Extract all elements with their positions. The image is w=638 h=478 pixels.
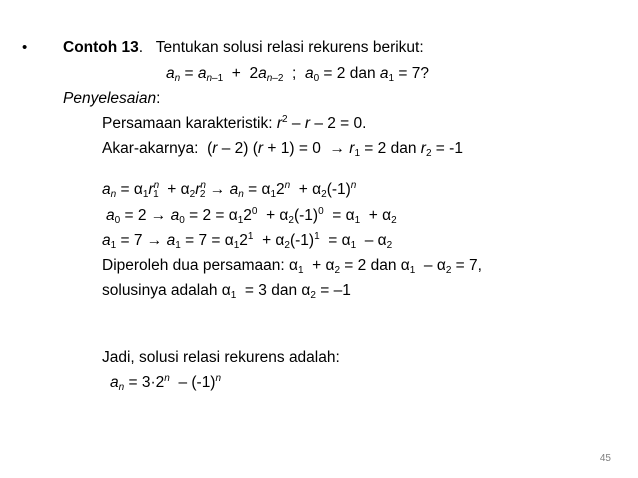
system-of-equations: Diperoleh dua persamaan: $\alpha_1 + \alpha_2 = 2$ dan $\alpha_1 - \alpha_2 = 7$, xyxy=(102,257,482,276)
example-label: Contoh 13 xyxy=(63,39,139,56)
initial-condition-a0: $a_0 = 2 \to a_0 = 2 = \alpha_12^0 + \alpha_2(-1)^0 = \alpha_1 + \alpha_2$ xyxy=(106,206,397,226)
example-heading: Contoh 13. Tentukan solusi relasi rekurens berikut: xyxy=(63,39,424,56)
page-number: 45 xyxy=(599,453,611,464)
arrow-right-icon: → xyxy=(150,207,167,224)
bullet-point: • xyxy=(22,39,28,56)
arrow-right-icon: → xyxy=(329,140,345,157)
general-solution: $a_n = \alpha_1r^n_1 + \alpha_2r^n_2 \to a_n = \alpha_12^n + \alpha_2(-1)^n$ xyxy=(102,180,357,200)
system-solution: solusinya adalah $\alpha_1 = 3$ dan $\alpha_2 = -1$ xyxy=(102,282,351,301)
solution-label: Penyelesaian: xyxy=(63,90,161,107)
conclusion-text: Jadi, solusi relasi rekurens adalah: xyxy=(102,349,340,366)
roots-line: Akar-akarnya: (r – 2) $(r + 1) = 0 \to r_1 = 2$ dan $r_2 = -1$ xyxy=(102,140,463,159)
characteristic-equation: Persamaan karakteristik: $r^2 - r - 2 = 0$. xyxy=(102,114,367,132)
initial-condition-a1: $a_1 = 7 \to a_1 = 7 = \alpha_12^1 + \alpha_2(-1)^1 = \alpha_1 - \alpha_2$ xyxy=(102,231,393,251)
final-solution: $a_n = 3\cdot 2^n - (-1)^n$ xyxy=(110,373,222,393)
arrow-right-icon: → xyxy=(209,181,226,198)
recurrence-relation: $a_n = a_{n-1} + 2a_{n-2}$ ; $a_0 = 2$ dan $a_1 = 7$? xyxy=(166,65,429,84)
arrow-right-icon: → xyxy=(146,232,163,249)
